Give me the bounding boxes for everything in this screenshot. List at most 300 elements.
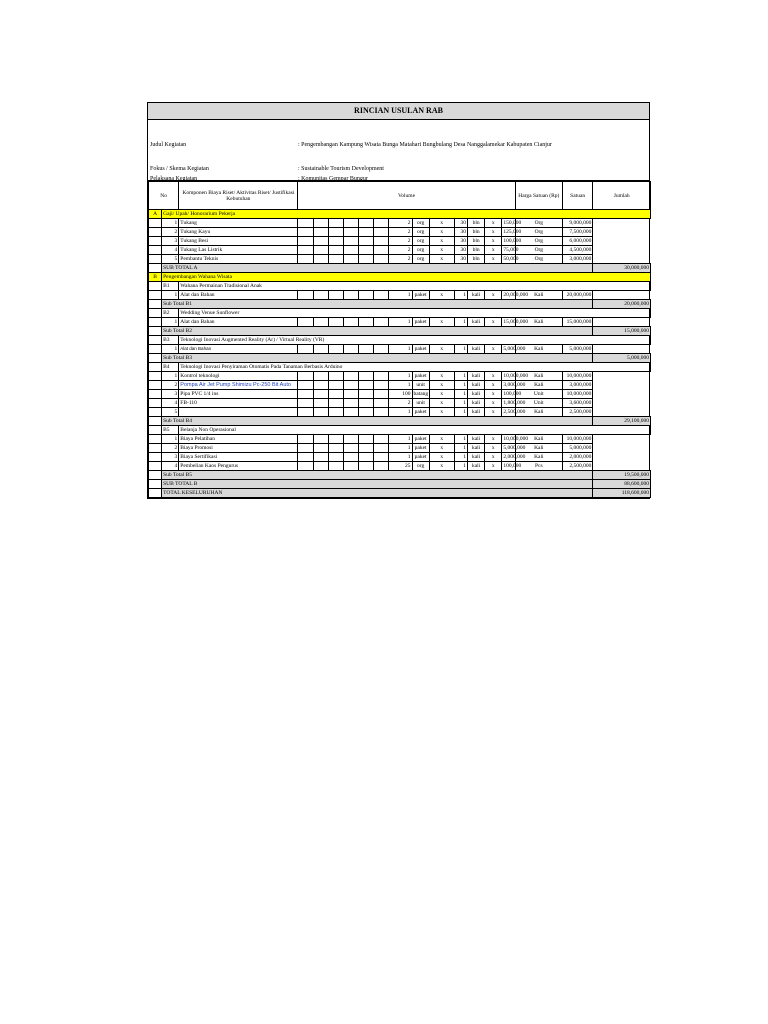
header-komponen: Komponen Biaya Riset/ Aktivitas Riset/ Justifikasi Kebutuhan: [179, 182, 298, 210]
item-qty-unit: paket: [412, 372, 429, 381]
empty-cell: [313, 408, 328, 417]
item-duration-unit: kali: [468, 291, 485, 300]
item-duration-unit: kali: [468, 408, 485, 417]
subtotal-label: Sub Total B3: [162, 354, 593, 363]
item-price: 125,000: [503, 229, 522, 235]
spacer-cell: [149, 228, 162, 237]
empty-cell: [298, 372, 313, 381]
item-no: 2: [162, 228, 179, 237]
item-no: 4: [162, 462, 179, 471]
group-code: B2: [162, 309, 179, 318]
item-duration-unit: kali: [468, 435, 485, 444]
empty-cell: [298, 453, 313, 462]
times-sign: x: [429, 246, 454, 255]
spacer-cell: [149, 426, 162, 435]
item-duration-unit: kali: [468, 318, 485, 327]
item-qty-unit: unit: [412, 381, 429, 390]
item-name: Biaya Promosi: [179, 444, 298, 453]
spacer-cell: [149, 381, 162, 390]
empty-cell: [328, 291, 343, 300]
item-qty-unit: paket: [412, 408, 429, 417]
empty-cell: [313, 246, 328, 255]
times-sign: x: [485, 435, 502, 444]
times-sign: x: [429, 399, 454, 408]
empty-cell: [343, 255, 358, 264]
item-duration: 1: [454, 408, 467, 417]
empty-cell: [313, 399, 328, 408]
item-no: 1: [162, 219, 179, 228]
section-subtotal-row: [149, 264, 651, 273]
rab-table-body: [149, 182, 651, 498]
times-sign: x: [429, 291, 454, 300]
subtotal-row: [149, 327, 651, 336]
empty-cell: [328, 381, 343, 390]
item-price: 15,000,000: [503, 319, 529, 325]
item-name: Pipa PVC 1/4 ins: [179, 390, 298, 399]
header-jumlah: Jumlah: [593, 182, 651, 210]
item-row: [149, 381, 651, 390]
empty-cell: [313, 237, 328, 246]
empty-cell: [374, 291, 389, 300]
item-satuan: Org: [515, 255, 562, 264]
empty-cell: [298, 381, 313, 390]
spacer-cell: [149, 417, 162, 426]
item-total: 4,500,000: [563, 246, 593, 255]
subtotal-row: [149, 417, 651, 426]
item-duration: 1: [454, 318, 467, 327]
empty-cell: [328, 462, 343, 471]
times-sign: x: [429, 228, 454, 237]
times-sign: x: [429, 255, 454, 264]
item-duration: 1: [454, 291, 467, 300]
empty-cell: [298, 345, 313, 354]
grand-total-label: TOTAL KESELURUHAN: [162, 489, 593, 498]
item-qty-unit: org: [412, 228, 429, 237]
empty-cell: [359, 453, 374, 462]
empty-cell: [328, 399, 343, 408]
info-label-fokus: Fokus / Skema Kegiatan: [150, 166, 209, 172]
item-no: 5: [162, 255, 179, 264]
item-no: 3: [162, 390, 179, 399]
times-sign: x: [485, 228, 502, 237]
times-sign: x: [429, 372, 454, 381]
spacer-cell: [149, 480, 162, 489]
item-qty-unit: org: [412, 246, 429, 255]
item-name: Tukang Besi: [179, 237, 298, 246]
empty-cell: [359, 390, 374, 399]
times-sign: x: [429, 435, 454, 444]
item-qty: 1: [389, 381, 412, 390]
item-duration-unit: kali: [468, 444, 485, 453]
empty-cell: [359, 435, 374, 444]
item-satuan: Org: [515, 228, 562, 237]
empty-cell: [313, 345, 328, 354]
item-duration: 1: [454, 372, 467, 381]
times-sign: x: [485, 381, 502, 390]
item-row: [149, 291, 651, 300]
item-no: 1: [162, 291, 179, 300]
item-qty-unit: paket: [412, 345, 429, 354]
empty-cell: [343, 237, 358, 246]
section-row: [149, 210, 651, 219]
item-duration: 1: [454, 453, 467, 462]
item-price: 10,000,000: [503, 436, 529, 442]
section-subtotal-value: 88,600,000: [593, 480, 651, 489]
item-duration: 30: [454, 255, 467, 264]
times-sign: x: [429, 453, 454, 462]
header-satuan: Satuan: [563, 182, 593, 210]
empty-cell: [298, 462, 313, 471]
empty-cell: [328, 372, 343, 381]
item-name: Tukang Kayu: [179, 228, 298, 237]
item-qty-unit: org: [412, 237, 429, 246]
spacer-cell: [149, 453, 162, 462]
group-title: Teknologi Inovasi Penyiraman Otomatis Pada Tanaman Berbasis Arduino: [179, 363, 651, 372]
item-duration: 1: [454, 444, 467, 453]
item-total: 10,000,000: [563, 372, 593, 381]
empty-cell: [313, 372, 328, 381]
spacer-cell: [149, 444, 162, 453]
section-subtotal-row: [149, 480, 651, 489]
empty-cell: [313, 291, 328, 300]
empty-cell: [374, 462, 389, 471]
item-duration: 1: [454, 462, 467, 471]
spacer-cell: [149, 345, 162, 354]
item-row: [149, 390, 651, 399]
empty-cell: [313, 390, 328, 399]
empty-cell: [328, 318, 343, 327]
section-subtotal-label: SUB TOTAL B: [162, 480, 593, 489]
item-no: 3: [162, 453, 179, 462]
times-sign: x: [485, 237, 502, 246]
item-satuan: Org: [515, 237, 562, 246]
spacer-cell: [149, 327, 162, 336]
info-block: [148, 120, 649, 181]
item-row: [149, 462, 651, 471]
spacer-cell: [149, 363, 162, 372]
spacer-cell: [149, 246, 162, 255]
item-row: [149, 345, 651, 354]
item-name: Biaya Sertifikasi: [179, 453, 298, 462]
item-duration-unit: kali: [468, 453, 485, 462]
item-duration-unit: kali: [468, 399, 485, 408]
times-sign: x: [485, 408, 502, 417]
item-qty: 2: [389, 255, 412, 264]
empty-cell: [298, 399, 313, 408]
item-satuan: Unit: [515, 399, 562, 408]
empty-cell: [374, 390, 389, 399]
spacer-cell: [149, 354, 162, 363]
empty-cell: [374, 345, 389, 354]
empty-cell: [359, 291, 374, 300]
item-qty: 2: [389, 237, 412, 246]
item-qty-unit: unit: [412, 399, 429, 408]
group-code: B4: [162, 363, 179, 372]
empty-cell: [328, 219, 343, 228]
empty-cell: [343, 291, 358, 300]
times-sign: x: [485, 399, 502, 408]
empty-cell: [343, 318, 358, 327]
item-qty-unit: org: [412, 462, 429, 471]
empty-cell: [313, 219, 328, 228]
item-name: Biaya Pelatihan: [179, 435, 298, 444]
empty-cell: [359, 444, 374, 453]
item-duration: 1: [454, 435, 467, 444]
subtotal-row: [149, 300, 651, 309]
item-no: 2: [162, 444, 179, 453]
times-sign: x: [485, 462, 502, 471]
section-subtotal-value: 30,000,000: [593, 264, 651, 273]
group-title: Wahana Permainan Tradisional Anak: [179, 282, 651, 291]
times-sign: x: [429, 444, 454, 453]
item-satuan: Kali: [515, 291, 562, 300]
spacer-cell: [149, 282, 162, 291]
item-row: [149, 399, 651, 408]
item-satuan: Org: [515, 219, 562, 228]
item-duration-unit: kali: [468, 381, 485, 390]
item-name: Pompa Air Jet Pump Shimizu Pc-250 Bit Auto: [179, 381, 298, 390]
item-no: 3: [162, 237, 179, 246]
grand-total-row: [149, 489, 651, 498]
group-code: B3: [162, 336, 179, 345]
spacer-cell: [149, 300, 162, 309]
spacer-cell: [149, 462, 162, 471]
section-subtotal-label: SUB TOTAL A: [162, 264, 593, 273]
empty-cell: [359, 228, 374, 237]
item-total: 10,000,000: [563, 435, 593, 444]
item-duration-unit: bln: [468, 219, 485, 228]
item-total: 5,000,000: [563, 444, 593, 453]
item-total: 3,600,000: [563, 399, 593, 408]
item-name: FB-110: [179, 399, 298, 408]
item-price: 20,000,000: [503, 292, 529, 298]
empty-cell: [313, 381, 328, 390]
item-total: 7,500,000: [563, 228, 593, 237]
empty-cell: [343, 408, 358, 417]
item-duration: 1: [454, 345, 467, 354]
empty-cell: [374, 255, 389, 264]
subtotal-label: Sub Total B5: [162, 471, 593, 480]
empty-cell: [359, 462, 374, 471]
empty-cell: [313, 255, 328, 264]
spacer-cell: [149, 264, 162, 273]
item-duration: 1: [454, 390, 467, 399]
empty-cell: [313, 462, 328, 471]
empty-cell: [374, 381, 389, 390]
item-price: 1,800,000: [503, 400, 526, 406]
item-no: 4: [162, 399, 179, 408]
item-row: [149, 444, 651, 453]
spacer-cell: [149, 336, 162, 345]
item-price: 150,000: [503, 220, 522, 226]
group-row: [149, 309, 651, 318]
item-row: [149, 318, 651, 327]
item-row: [149, 228, 651, 237]
item-no: 1: [162, 318, 179, 327]
item-row: [149, 435, 651, 444]
item-price: 10,000,000: [503, 373, 529, 379]
item-total: 5,000,000: [563, 345, 593, 354]
times-sign: x: [429, 390, 454, 399]
spacer-cell: [149, 489, 162, 498]
group-title: Teknologi Inovasi Augmented Reality (Ar) / Virtual Reality (VR): [179, 336, 651, 345]
item-duration-unit: kali: [468, 462, 485, 471]
item-satuan: Pcs: [515, 462, 562, 471]
times-sign: x: [485, 345, 502, 354]
item-duration-unit: bln: [468, 228, 485, 237]
item-total: 9,000,000: [563, 219, 593, 228]
empty-cell: [313, 453, 328, 462]
item-duration: 30: [454, 246, 467, 255]
item-duration-unit: bln: [468, 237, 485, 246]
item-name: Tukang: [179, 219, 298, 228]
item-qty: 1: [389, 435, 412, 444]
times-sign: x: [429, 219, 454, 228]
empty-cell: [298, 246, 313, 255]
item-name: [179, 408, 298, 417]
item-row: [149, 237, 651, 246]
item-total: 15,000,000: [563, 318, 593, 327]
table-header-row: [149, 182, 651, 210]
group-title: Wedding Venue Sunflower: [179, 309, 651, 318]
item-satuan: Kali: [515, 318, 562, 327]
item-qty-unit: paket: [412, 435, 429, 444]
empty-cell: [298, 435, 313, 444]
info-label-judul: Judul Kegiatan: [150, 142, 187, 148]
empty-cell: [374, 237, 389, 246]
item-name: Alat dan Bahan: [179, 318, 298, 327]
item-total: 2,500,000: [563, 408, 593, 417]
rab-sheet: [147, 102, 650, 499]
item-price: 5,000,000: [503, 445, 526, 451]
item-price: 5,000,000: [503, 346, 526, 352]
times-sign: x: [429, 237, 454, 246]
item-no: 2: [162, 381, 179, 390]
item-no: 1: [162, 372, 179, 381]
empty-cell: [313, 435, 328, 444]
empty-cell: [313, 318, 328, 327]
item-qty: 2: [389, 246, 412, 255]
empty-cell: [374, 408, 389, 417]
item-duration: 30: [454, 228, 467, 237]
section-code: B: [149, 273, 162, 282]
times-sign: x: [485, 219, 502, 228]
empty-cell: [328, 390, 343, 399]
empty-cell: [359, 372, 374, 381]
spacer-cell: [149, 372, 162, 381]
empty-cell: [343, 345, 358, 354]
section-title: Gaji/ Upah/ Honorarium Pekerja: [162, 210, 651, 219]
item-total: 3,000,000: [563, 255, 593, 264]
info-label-pelaksana: Pelaksana Kegiatan: [150, 176, 198, 182]
empty-cell: [328, 345, 343, 354]
times-sign: x: [429, 345, 454, 354]
subtotal-value: 5,000,000: [593, 354, 651, 363]
item-price: 100,000: [503, 238, 522, 244]
times-sign: x: [429, 408, 454, 417]
section-code: A: [149, 210, 162, 219]
empty-cell: [328, 444, 343, 453]
empty-cell: [343, 435, 358, 444]
spacer-cell: [149, 219, 162, 228]
times-sign: x: [429, 318, 454, 327]
empty-cell: [298, 444, 313, 453]
empty-cell: [343, 399, 358, 408]
item-satuan: Org: [515, 246, 562, 255]
empty-cell: [374, 444, 389, 453]
info-value-fokus: : Sustainable Tourism Development: [298, 166, 384, 172]
empty-cell: [359, 381, 374, 390]
item-duration: 1: [454, 381, 467, 390]
item-price: 75,000: [503, 247, 519, 253]
header-harga: Harga Satuan (Rp): [515, 182, 562, 210]
item-row: [149, 453, 651, 462]
item-total: 6,000,000: [563, 237, 593, 246]
times-sign: x: [485, 390, 502, 399]
document-title: RINCIAN USULAN RAB: [148, 103, 649, 120]
item-qty-unit: org: [412, 255, 429, 264]
spacer-cell: [149, 255, 162, 264]
subtotal-row: [149, 354, 651, 363]
item-qty: 1: [389, 408, 412, 417]
spacer-cell: [149, 237, 162, 246]
empty-cell: [359, 345, 374, 354]
empty-cell: [343, 246, 358, 255]
spacer-cell: [149, 471, 162, 480]
item-satuan: Kali: [515, 408, 562, 417]
subtotal-label: Sub Total B1: [162, 300, 593, 309]
grand-total-value: 118,600,000: [593, 489, 651, 498]
group-row: [149, 363, 651, 372]
item-name: Pembelian Kaos Pengurus: [179, 462, 298, 471]
item-price: 3,000,000: [503, 382, 526, 388]
empty-cell: [359, 399, 374, 408]
item-duration-unit: bln: [468, 246, 485, 255]
empty-cell: [374, 219, 389, 228]
group-title: Belanja Non Operasional: [179, 426, 651, 435]
empty-cell: [328, 255, 343, 264]
item-satuan: Kali: [515, 345, 562, 354]
empty-cell: [328, 246, 343, 255]
item-no: 4: [162, 246, 179, 255]
item-qty-unit: paket: [412, 453, 429, 462]
item-price: 100,000: [503, 391, 522, 397]
times-sign: x: [429, 462, 454, 471]
item-qty: 1: [389, 291, 412, 300]
item-satuan: Kali: [515, 435, 562, 444]
spacer-cell: [149, 390, 162, 399]
empty-cell: [374, 246, 389, 255]
empty-cell: [298, 237, 313, 246]
group-code: B1: [162, 282, 179, 291]
spacer-cell: [149, 318, 162, 327]
item-qty-unit: paket: [412, 318, 429, 327]
item-row: [149, 219, 651, 228]
item-qty: 1: [389, 444, 412, 453]
times-sign: x: [429, 381, 454, 390]
item-row: [149, 372, 651, 381]
item-qty: 2: [389, 399, 412, 408]
subtotal-row: [149, 471, 651, 480]
item-qty: 2: [389, 219, 412, 228]
empty-cell: [298, 255, 313, 264]
item-qty: 1: [389, 345, 412, 354]
spacer-cell: [149, 435, 162, 444]
spacer-cell: [149, 309, 162, 318]
subtotal-value: 19,500,000: [593, 471, 651, 480]
subtotal-value: 15,000,000: [593, 327, 651, 336]
item-price: 100,000: [503, 463, 522, 469]
